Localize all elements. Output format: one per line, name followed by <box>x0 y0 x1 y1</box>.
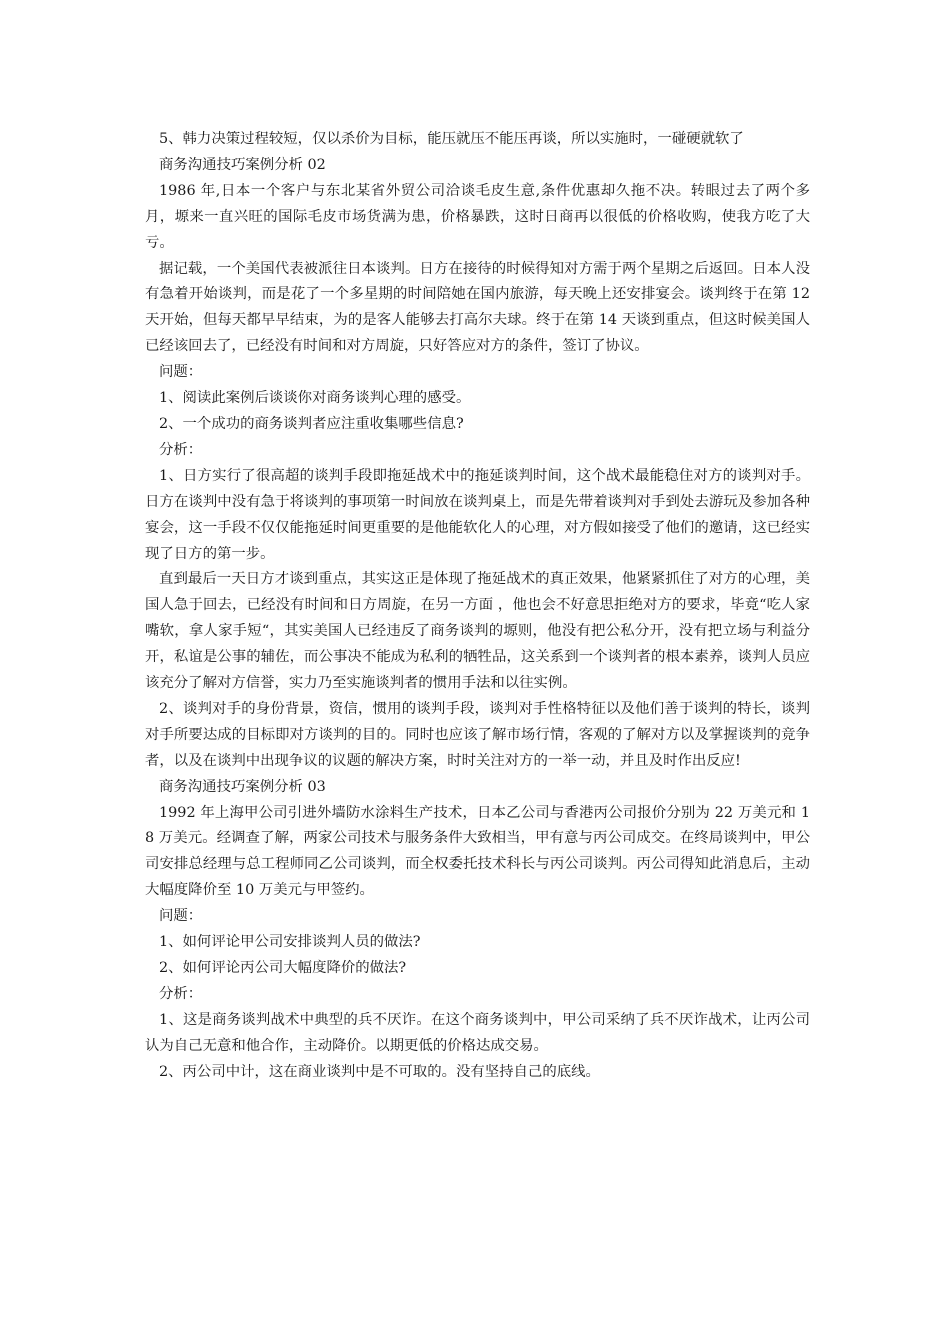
analysis-2-case-03: 2、丙公司中计，这在商业谈判中是不可取的。没有坚持自己的底线。 <box>159 1063 600 1080</box>
paragraph-case-02-story: 据记载，一个美国代表被派往日本谈判。日方在接待的时候得知对方需于两个星期之后返回。日本人没有急着开始谈判，而是花了一个多星期的时间陪她在国内旅游，每天晚上还安排宴会。谈判终于在第 12 天开始，但每天都早早结束，为的是客人能够去打高尔夫球。终于在第 14 天谈到重点，但这时候美国人已经该回去了，已经没有时间和对方周旋，只好答应对方的条件，签订了协议。 <box>145 260 810 355</box>
analysis-label-2: 分析： <box>159 985 203 1002</box>
questions-label-2: 问题： <box>159 908 203 925</box>
document-body <box>145 127 810 1086</box>
question-1-case-03: 1、如何评论甲公司安排谈判人员的做法? <box>159 934 421 951</box>
paragraph-case-02-intro: 1986 年,日本一个客户与东北某省外贸公司洽谈毛皮生意,条件优惠却久拖不决。转眼过去了两个多月，塬来一直兴旺的国际毛皮市场货满为患，价格暴跌，这时日商再以很低的价格收购，使我方吃了大亏。 <box>145 182 810 251</box>
analysis-1-case-03: 1、这是商务谈判战术中典型的兵不厌诈。在这个商务谈判中，甲公司采纳了兵不厌诈战术，让丙公司认为自己无意和他合作，主动降价。以期更低的价格达成交易。 <box>145 1011 810 1054</box>
section-heading-case-03: 商务沟通技巧案例分析 03 <box>159 778 326 795</box>
paragraph-case-03-intro: 1992 年上海甲公司引进外墙防水涂料生产技术，日本乙公司与香港丙公司报价分别为 22 万美元和 18 万美元。经调查了解，两家公司技术与服务条件大致相当，甲有意与丙公司成交。在终局谈判中，甲公司安排总经理与总工程师同乙公司谈判，而全权委托技术科长与丙公司谈判。丙公司得知此消息后，主动大幅度降价至 10 万美元与甲签约。 <box>145 804 810 899</box>
analysis-2: 2、谈判对手的身份背景，资信，惯用的谈判手段，谈判对手性格特征以及他们善于谈判的特长，谈判对手所要达成的目标即对方谈判的目的。同时也应该了解市场行情，客观的了解对方以及掌握谈判的竞争者，以及在谈判中出现争议的议题的解决方案，时时关注对方的一举一动，并且及时作出反应! <box>145 700 810 769</box>
paragraph-point-5: 5、韩力决策过程较短，仅以杀价为目标，能压就压不能压再谈，所以实施时，一碰硬就软了 <box>159 131 744 147</box>
analysis-label: 分析： <box>159 441 203 458</box>
question-2-case-03: 2、如何评论丙公司大幅度降价的做法? <box>159 960 407 976</box>
questions-label: 问题： <box>159 364 203 381</box>
question-1: 1、阅读此案例后谈谈你对商务谈判心理的感受。 <box>159 390 471 407</box>
question-2: 2、一个成功的商务谈判者应注重收集哪些信息? <box>159 415 464 432</box>
analysis-1-continued: 直到最后一天日方才谈到重点，其实这正是体现了拖延战术的真正效果，他紧紧抓住了对方的心理，美国人急于回去，已经没有时间和日方周旋，在另一方面 ，他也会不好意思拒绝对方的要求，毕竟“吃人家嘴软，拿人家手短“，其实美国人已经违反了商务谈判的塬则，他没有把公私分开，没有把立场与利益分开，私谊是公事的辅佐，而公事决不能成为私利的牺牲品，这关系到一个谈判者的根本素养，谈判人员应该充分了解对方信誉，实力乃至实施谈判者的惯用手法和以往实例。 <box>145 571 810 692</box>
section-heading-case-02: 商务沟通技巧案例分析 02 <box>159 156 326 173</box>
analysis-1: 1、日方实行了很高超的谈判手段即拖延战术中的拖延谈判时间，这个战术最能稳住对方的谈判对手。日方在谈判中没有急于将谈判的事项第一时间放在谈判桌上，而是先带着谈判对手到处去游玩及参加各种宴会，这一手段不仅仅能拖延时间更重要的是他能软化人的心理，对方假如接受了他们的邀请，这已经实现了日方的第一步。 <box>145 467 810 562</box>
